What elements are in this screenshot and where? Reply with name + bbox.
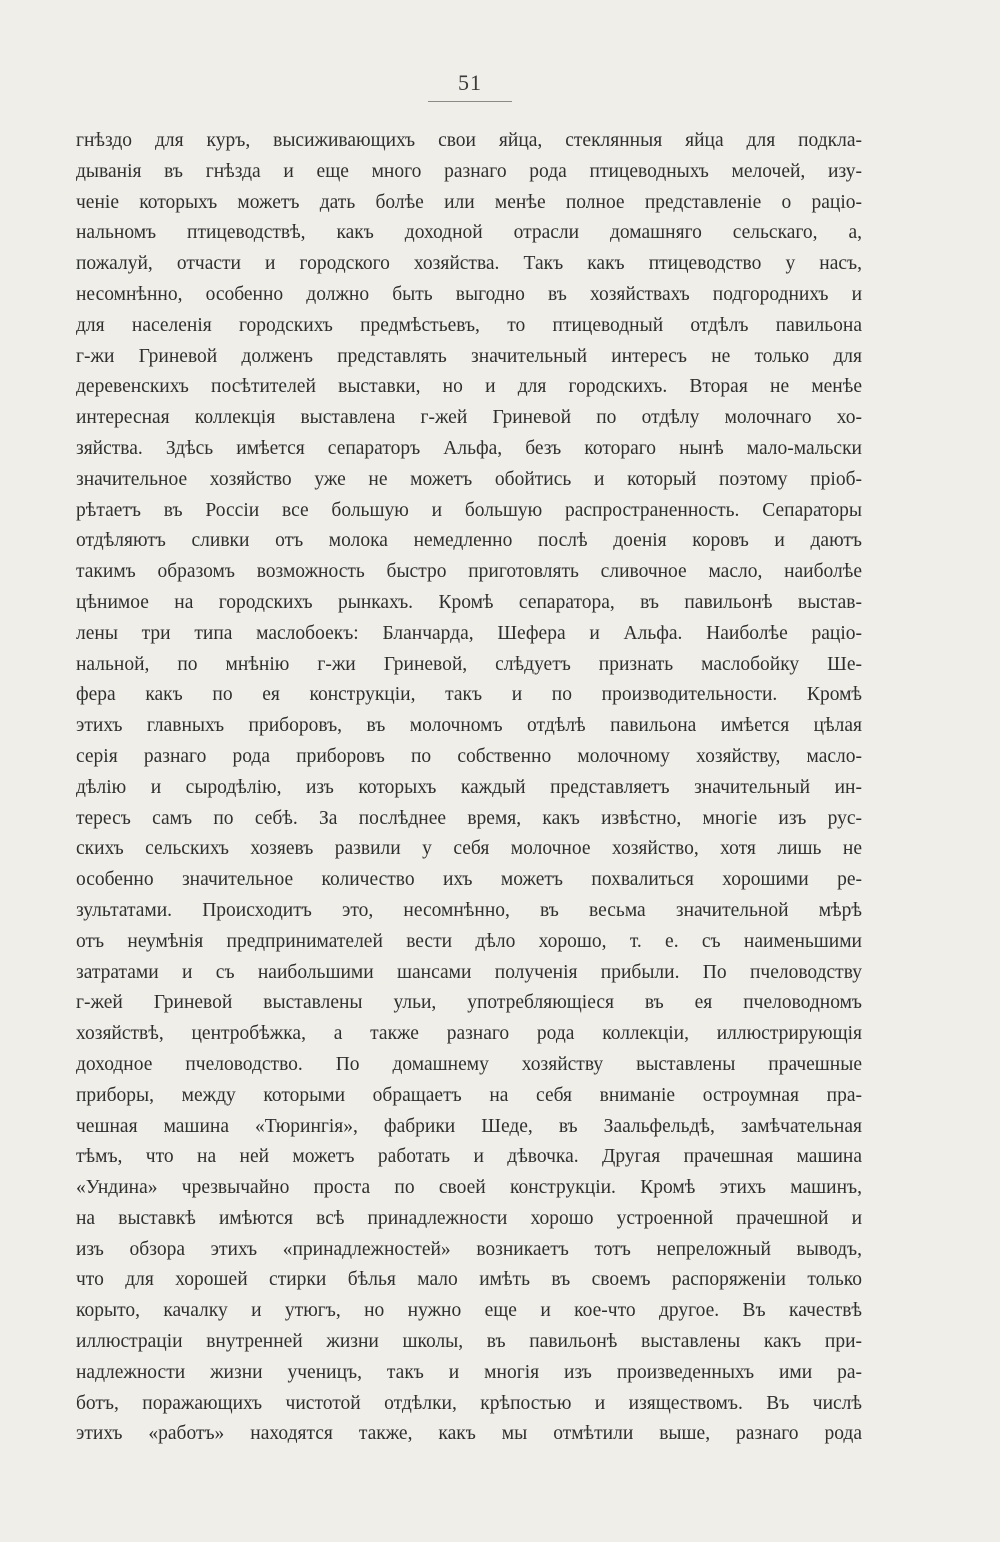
text-line: этихъ «работъ» находятся также, какъ мы отмѣтили выше, разнаго рода <box>76 1423 862 1445</box>
text-line: г-жи Гриневой долженъ представлять значительный интересъ не только для <box>76 345 862 367</box>
text-line: цѣнимое на городскихъ рынкахъ. Кромѣ сепаратора, въ павильонѣ выстав- <box>76 591 862 613</box>
text-line: рѣтаетъ въ Россіи все большую и большую распространенность. Сепараторы <box>76 499 862 521</box>
text-line: значительное хозяйство уже не можетъ обойтись и который поэтому пріоб- <box>76 468 862 490</box>
text-line: доходное пчеловодство. По домашнему хозяйству выставлены прачешные <box>76 1053 862 1075</box>
text-line: ботъ, поражающихъ чистотой отдѣлки, крѣпостью и изяществомъ. Въ числѣ <box>76 1392 862 1414</box>
text-line: ченіе которыхъ можетъ дать болѣе или менѣе полное представленіе о раціо- <box>76 191 862 213</box>
text-line: г-жей Гриневой выставлены ульи, употребляющіеся въ ея пчеловодномъ <box>76 992 862 1014</box>
text-line: надлежности жизни ученицъ, такъ и многія изъ произведенныхъ ими ра- <box>76 1361 862 1383</box>
page-number-rule <box>428 101 512 102</box>
text-line: чешная машина «Тюрингія», фабрики Шеде, въ Заальфельдѣ, замѣчательная <box>76 1115 862 1137</box>
text-line: зультатами. Происходитъ это, несомнѣнно, въ весьма значительной мѣрѣ <box>76 899 862 921</box>
text-line: несомнѣнно, особенно должно быть выгодно въ хозяйствахъ подгороднихъ и <box>76 283 862 305</box>
text-line: лены три типа маслобоекъ: Бланчарда, Шефера и Альфа. Наиболѣе раціо- <box>76 622 862 644</box>
text-line: отдѣляютъ сливки отъ молока немедленно послѣ доенія коровъ и даютъ <box>76 530 862 552</box>
text-line: серія разнаго рода приборовъ по собственно молочному хозяйству, масло- <box>76 745 862 767</box>
text-line: на выставкѣ имѣются всѣ принадлежности хорошо устроенной прачешной и <box>76 1207 862 1229</box>
text-line: фера какъ по ея конструкціи, такъ и по производительности. Кромѣ <box>76 684 862 706</box>
text-line: иллюстраціи внутренней жизни школы, въ павильонѣ выставлены какъ при- <box>76 1331 862 1353</box>
text-line: хозяйствѣ, центробѣжка, а также разнаго рода коллекціи, иллюстрирующія <box>76 1023 862 1045</box>
text-line: пожалуй, отчасти и городского хозяйства. Такъ какъ птицеводство у насъ, <box>76 253 862 275</box>
text-line: скихъ сельскихъ хозяевъ развили у себя молочное хозяйство, хотя лишь не <box>76 838 862 860</box>
text-line: нальномъ птицеводствѣ, какъ доходной отрасли домашняго сельскаго, а, <box>76 222 862 244</box>
text-line: «Ундина» чрезвычайно проста по своей конструкціи. Кромѣ этихъ машинъ, <box>76 1177 862 1199</box>
text-line: нальной, по мнѣнію г-жи Гриневой, слѣдуетъ признать маслобойку Ше- <box>76 653 862 675</box>
text-line: затратами и съ наибольшими шансами полученія прибыли. По пчеловодству <box>76 961 862 983</box>
text-line: тѣмъ, что на ней можетъ работать и дѣвочка. Другая прачешная машина <box>76 1146 862 1168</box>
text-line: этихъ главныхъ приборовъ, въ молочномъ отдѣлѣ павильона имѣется цѣлая <box>76 715 862 737</box>
text-line: приборы, между которыми обращаетъ на себя вниманіе остроумная пра- <box>76 1084 862 1106</box>
page-number: 51 <box>458 70 482 95</box>
text-line: дыванія въ гнѣзда и еще много разнаго рода птицеводныхъ мелочей, изу- <box>76 160 862 182</box>
text-line: гнѣздо для куръ, высиживающихъ свои яйца, стеклянныя яйца для подкла- <box>76 130 862 151</box>
text-line: такимъ образомъ возможность быстро приготовлять сливочное масло, наиболѣе <box>76 561 862 583</box>
text-line: особенно значительное количество ихъ можетъ похвалиться хорошими ре- <box>76 869 862 891</box>
text-line: для населенія городскихъ предмѣстьевъ, то птицеводный отдѣлъ павильона <box>76 314 862 336</box>
text-line: деревенскихъ посѣтителей выставки, но и для городскихъ. Вторая не менѣе <box>76 376 862 398</box>
text-line: корыто, качалку и утюгъ, но нужно еще и кое-что другое. Въ качествѣ <box>76 1300 862 1322</box>
text-line: тересъ самъ по себѣ. За послѣднее время, какъ извѣстно, многіе изъ рус- <box>76 807 862 829</box>
text-line: отъ неумѣнія предпринимателей вести дѣло хорошо, т. е. съ наименьшими <box>76 930 862 952</box>
text-line: изъ обзора этихъ «принадлежностей» возникаетъ тотъ непреложный выводъ, <box>76 1238 862 1260</box>
text-line: дѣлію и сыродѣлію, изъ которыхъ каждый представляетъ значительный ин- <box>76 776 862 798</box>
text-line: что для хорошей стирки бѣлья мало имѣть въ своемъ распоряженіи только <box>76 1269 862 1291</box>
body-text <box>76 126 862 1450</box>
text-line: зяйства. Здѣсь имѣется сепараторъ Альфа, безъ котораго нынѣ мало-мальски <box>76 437 862 459</box>
text-line: интересная коллекція выставлена г-жей Гриневой по отдѣлу молочнаго хо- <box>76 407 862 429</box>
